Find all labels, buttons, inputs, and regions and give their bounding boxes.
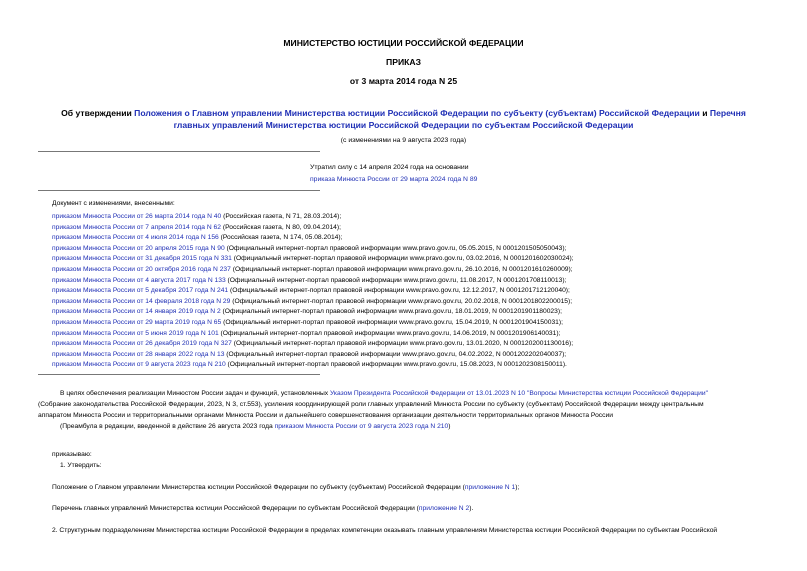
preamble-edit-note: (Преамбула в редакции, введенной в действие 26 августа 2023 года приказом Минюста России от 9 августа 2023 года N 210) xyxy=(60,423,451,430)
amendment-item xyxy=(52,234,342,241)
amendment-link[interactable]: приказом Минюста России от 5 декабря 2017 года N 241 xyxy=(52,287,229,295)
amendment-source: (Официальный интернет-портал правовой информации www.pravo.gov.ru, 18.01.2019, N 0001201901180023); xyxy=(220,308,562,316)
amendment-item xyxy=(52,287,570,294)
amendment-item xyxy=(52,255,574,262)
amendment-link[interactable]: приказом Минюста России от 28 января 2022 года N 13 xyxy=(52,350,225,358)
amendment-item xyxy=(52,245,566,252)
amendment-item xyxy=(52,298,572,305)
appendix-1-link[interactable]: приложение N 1 xyxy=(464,484,516,491)
amendment-link[interactable]: приказом Минюста России от 26 декабря 2019 года N 327 xyxy=(52,340,232,348)
amendment-source: (Российская газета, N 174, 05.08.2014); xyxy=(218,234,343,242)
invalid-note-link[interactable]: приказа Минюста России от 29 марта 2024 года N 89 xyxy=(310,176,478,183)
ministry-heading: МИНИСТЕРСТВО ЮСТИЦИИ РОССИЙСКОЙ ФЕДЕРАЦИИ xyxy=(283,38,524,48)
divider xyxy=(38,151,320,152)
preamble-line: В целях обеспечения реализации Минюстом России задач и функций, установленных Указом Президента Российской Федерации от 13.01.2023 N 10 "Вопросы Министерства юстиции Российской Федерации" xyxy=(60,390,708,397)
amendment-link[interactable]: приказом Минюста России от 26 марта 2014 года N 40 xyxy=(52,213,222,220)
amendment-link[interactable]: приказом Минюста России от 9 августа 2023 года N 210 xyxy=(52,361,226,369)
amendments-heading: Документ с изменениями, внесенными: xyxy=(52,200,175,207)
amendment-item xyxy=(52,330,560,337)
amendment-item xyxy=(52,340,573,347)
amendment-source: (Официальный интернет-портал правовой информации www.pravo.gov.ru, 14.06.2019, N 0001201906140031); xyxy=(218,329,561,337)
amendment-source: (Официальный интернет-портал правовой информации www.pravo.gov.ru, 15.04.2019, N 0001201904150031); xyxy=(221,319,563,326)
document-title: Об утверждении Положения о Главном управлении Министерства юстиции Российской Федерации по субъекту (субъектам) Российской Федерации и Перечня главных управлений Министерства юстиции Российской Федерации по субъектам Российской Федерации xyxy=(61,108,746,130)
amendment-link[interactable]: приказом Минюста России от 31 декабря 2015 года N 331 xyxy=(52,255,232,263)
amendment-item xyxy=(52,213,341,220)
amendment-source: (Официальный интернет-портал правовой информации www.pravo.gov.ru, 05.05.2015, N 0001201505050043); xyxy=(224,244,567,252)
item-1: 1. Утвердить: xyxy=(60,462,102,469)
title-link-list-cont[interactable]: главных управлений Министерства юстиции Российской Федерации по субъектам Российской Федерации xyxy=(173,120,634,130)
appendix-2-link[interactable]: приложение N 2 xyxy=(418,505,470,512)
preamble-line: (Собрание законодательства Российской Федерации, 2023, N 3, ст.553), усиления координирующей роли главных управлений Минюста России по субъекту (субъектам) Российской Федерации между центральным xyxy=(38,401,704,408)
amendment-source: (Российская газета, N 80, 09.04.2014); xyxy=(221,223,341,231)
amendment-link[interactable]: приказом Минюста России от 7 апреля 2014 года N 62 xyxy=(52,223,221,231)
amendment-item xyxy=(52,224,341,231)
amendment-link[interactable]: приказом Минюста России от 14 февраля 2018 года N 29 xyxy=(52,297,231,305)
amendment-link[interactable]: приказом Минюста России от 14 января 2019 года N 2 xyxy=(52,308,221,316)
presidential-decree-link[interactable]: Указом Президента Российской Федерации от 13.01.2023 N 10 "Вопросы Министерства юстиции Российской Федерации" xyxy=(329,390,708,397)
amendment-item xyxy=(52,277,566,284)
amendment-link[interactable]: приказом Минюста России от 20 октября 2016 года N 237 xyxy=(52,266,231,273)
amendment-source: (Официальный интернет-портал правовой информации www.pravo.gov.ru, 13.01.2020, N 0001202001130016); xyxy=(231,340,574,348)
regulation-line: Положение о Главном управлении Министерства юстиции Российской Федерации по субъекту (субъектам) Российской Федерации (приложение N 1); xyxy=(52,484,520,491)
amendment-source: (Официальный интернет-портал правовой информации www.pravo.gov.ru, 04.02.2022, N 0001202202040037); xyxy=(224,350,567,358)
doc-date-number: от 3 марта 2014 года N 25 xyxy=(349,76,458,86)
amendment-source: (Российская газета, N 71, 28.03.2014); xyxy=(221,213,342,220)
title-link-regulation[interactable]: Положения о Главном управлении Министерства юстиции Российской Федерации по субъекту (субъектам) Российской Федерации xyxy=(134,108,700,118)
divider xyxy=(38,374,320,375)
order-verb: приказываю: xyxy=(52,451,92,458)
amendment-source: (Официальный интернет-портал правовой информации www.pravo.gov.ru, 12.12.2017, N 0001201712120040); xyxy=(228,287,570,295)
amendment-item xyxy=(52,266,573,273)
amendment-item xyxy=(52,361,567,368)
amendment-link[interactable]: приказом Минюста России от 29 марта 2019 года N 65 xyxy=(52,319,222,326)
amendment-source: (Официальный интернет-портал правовой информации www.pravo.gov.ru, 26.10.2016, N 0001201610260009); xyxy=(230,266,573,273)
list-line: Перечень главных управлений Министерства юстиции Российской Федерации по субъектам Российской Федерации (приложение N 2). xyxy=(52,505,474,512)
amendment-link[interactable]: приказом Минюста России от 4 июля 2014 года N 156 xyxy=(52,234,219,242)
amendment-source: (Официальный интернет-портал правовой информации www.pravo.gov.ru, 03.02.2016, N 0001201602030024); xyxy=(231,255,574,263)
title-link-list[interactable]: Перечня xyxy=(709,108,746,118)
amendment-source: (Официальный интернет-портал правовой информации www.pravo.gov.ru, 11.08.2017, N 0001201708110013); xyxy=(225,276,567,284)
amendment-item xyxy=(52,319,563,326)
doc-type: ПРИКАЗ xyxy=(386,57,421,67)
amendment-source: (Официальный интернет-портал правовой информации www.pravo.gov.ru, 20.02.2018, N 0001201802200015); xyxy=(230,297,573,305)
amendment-item xyxy=(52,351,566,358)
divider xyxy=(38,190,320,191)
amendment-link[interactable]: приказом Минюста России от 4 августа 2017 года N 133 xyxy=(52,276,226,284)
amendment-link[interactable]: приказом Минюста России от 5 июня 2019 года N 101 xyxy=(52,329,219,337)
amendment-source: (Официальный интернет-портал правовой информации www.pravo.gov.ru, 15.08.2023, N 0001202308150011). xyxy=(225,361,567,369)
amendment-item xyxy=(52,308,562,315)
amendment-link[interactable]: приказом Минюста России от 20 апреля 2015 года N 90 xyxy=(52,244,225,252)
item-2: 2. Структурным подразделениям Министерства юстиции Российской Федерации в пределах компетенции оказывать главным управлениям Министерства юстиции Российской Федерации по субъектам Российской xyxy=(52,527,718,534)
preamble-line: аппаратом Минюста России и территориальными органами Минюста России и дальнейшего совершенствования организации деятельности территориальных органов Минюста России xyxy=(38,412,613,419)
preamble-order-link[interactable]: приказом Минюста России от 9 августа 2023 года N 210 xyxy=(274,423,449,430)
edition-note: (с изменениями на 9 августа 2023 года) xyxy=(340,137,467,144)
invalid-note: Утратил силу с 14 апреля 2024 года на основании xyxy=(310,164,469,171)
